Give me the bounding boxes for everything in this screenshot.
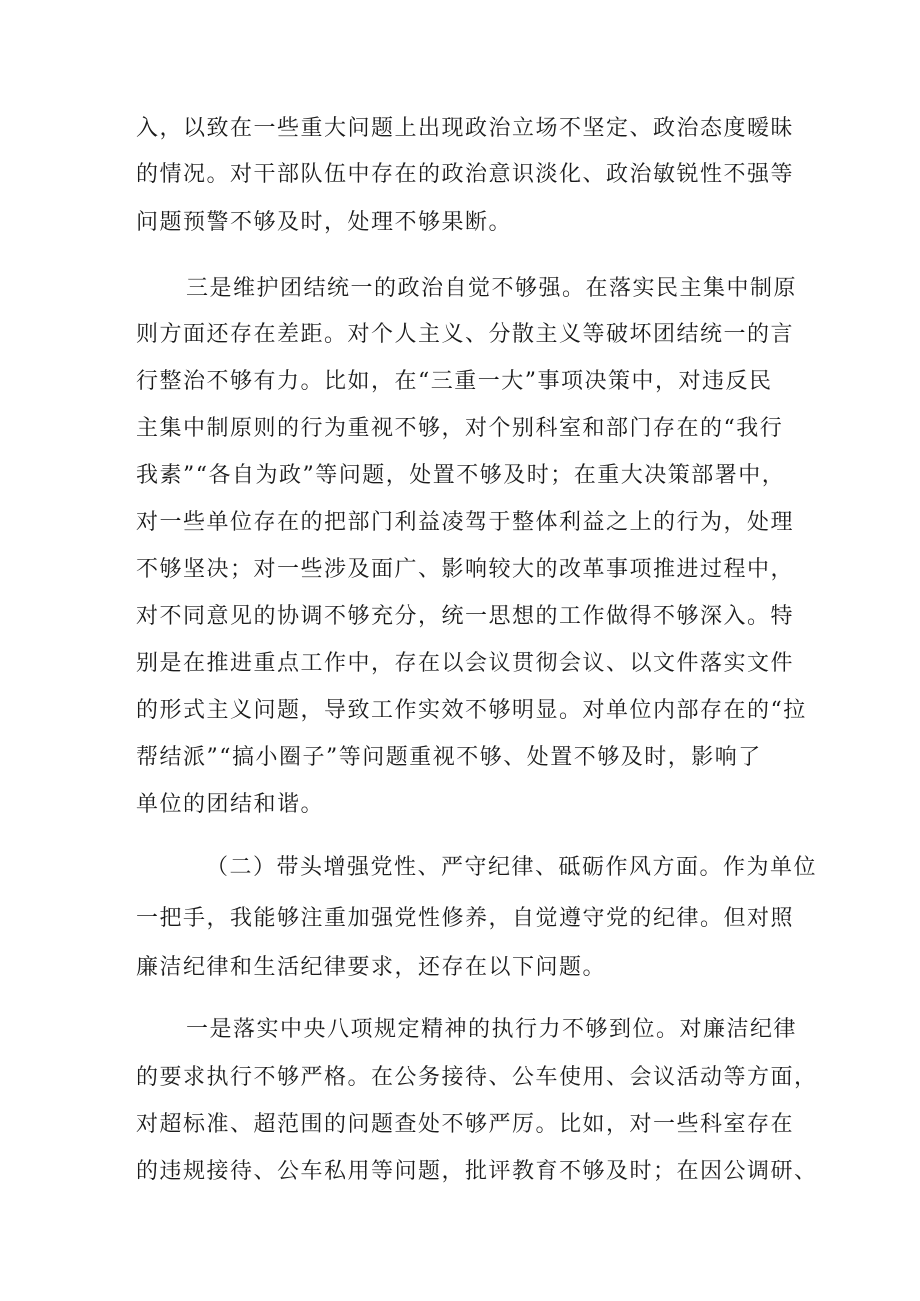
- text-line: 别是在推进重点工作中，存在以会议贯彻会议、以文件落实文件: [136, 651, 795, 676]
- text-line: 问题预警不够及时，处理不够果断。: [136, 210, 513, 235]
- text-line: 不够坚决；对一些涉及面广、影响较大的改革事项推进过程中，: [136, 557, 795, 582]
- text-line: 对超标准、超范围的问题查处不够严厉。比如，对一些科室存在: [136, 1112, 795, 1137]
- text-line: 对一些单位存在的把部门利益凌驾于整体利益之上的行为，处理: [136, 510, 795, 535]
- text-line: 帮结派”“搞小圈子”等问题重视不够、处置不够及时，影响了: [136, 745, 762, 770]
- text-line: 廉洁纪律和生活纪律要求，还存在以下问题。: [136, 955, 607, 980]
- text-line: （二）带头增强党性、严守纪律、砥砺作风方面。作为单位: [206, 855, 818, 880]
- text-line: 我素”“各自为政”等问题，处置不够及时；在重大决策部署中，: [136, 463, 786, 488]
- text-line: 的要求执行不够严格。在公务接待、公车使用、会议活动等方面，: [136, 1065, 818, 1090]
- text-line: 三是维护团结统一的政治自觉不够强。在落实民主集中制原: [186, 276, 798, 301]
- text-line: 一把手，我能够注重加强党性修养，自觉遵守党的纪律。但对照: [136, 906, 795, 931]
- text-line: 的情况。对干部队伍中存在的政治意识淡化、政治敏锐性不强等: [136, 162, 795, 187]
- text-line: 则方面还存在差距。对个人主义、分散主义等破坏团结统一的言: [136, 322, 795, 347]
- text-line: 的形式主义问题，导致工作实效不够明显。对单位内部存在的“拉: [136, 698, 807, 723]
- text-line: 单位的团结和谐。: [136, 792, 325, 817]
- text-line: 对不同意见的协调不够充分，统一思想的工作做得不够深入。特: [136, 604, 795, 629]
- text-line: 行整治不够有力。比如，在“三重一大”事项决策中，对违反民: [136, 369, 773, 394]
- text-line: 主集中制原则的行为重视不够，对个别科室和部门存在的“我行: [136, 416, 784, 441]
- text-line: 一是落实中央八项规定精神的执行力不够到位。对廉洁纪律: [186, 1017, 798, 1042]
- text-line: 的违规接待、公车私用等问题，批评教育不够及时；在因公调研、: [136, 1159, 818, 1184]
- text-line: 入，以致在一些重大问题上出现政治立场不坚定、政治态度暧昧: [136, 116, 795, 141]
